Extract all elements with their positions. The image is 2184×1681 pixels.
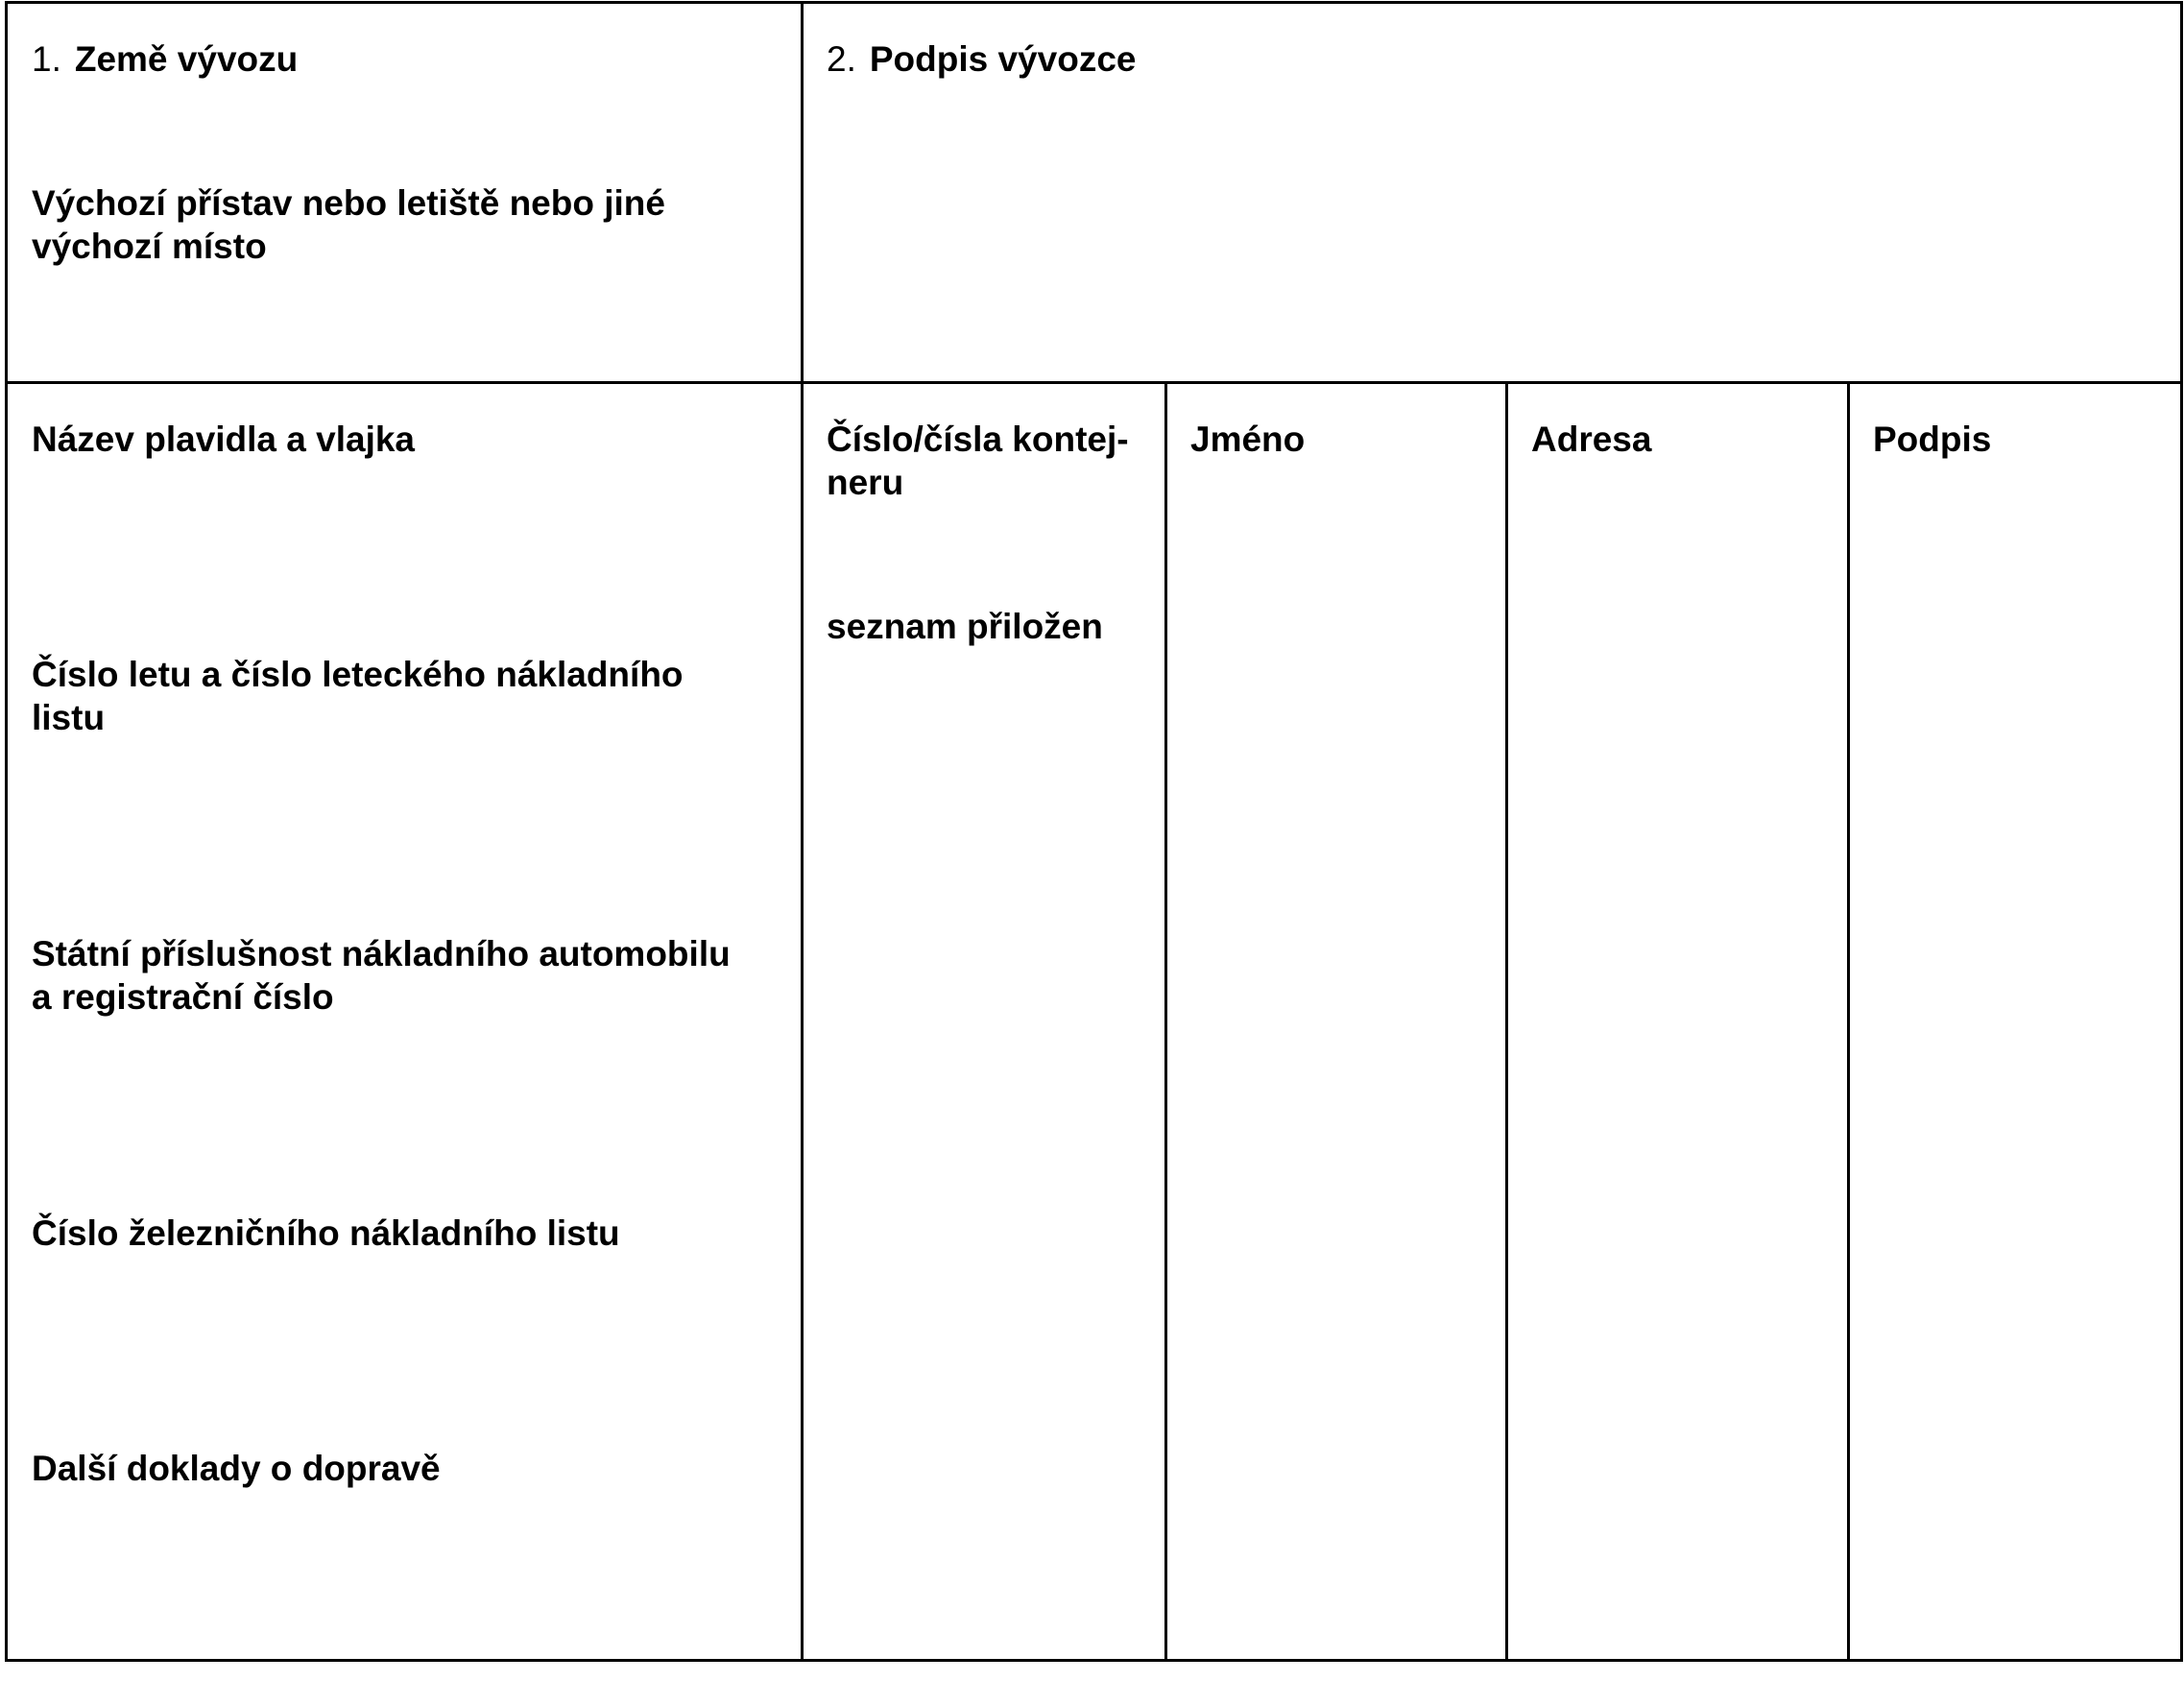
flight-label-line1: Číslo letu a číslo leteckého nákladního xyxy=(32,655,684,694)
signature-column-header: Podpis xyxy=(1873,420,1992,459)
other-documents-label: Další doklady o dopravě xyxy=(32,1449,441,1488)
truck-label-line2: a registrační číslo xyxy=(32,977,334,1017)
list-attached-note: seznam přiložen xyxy=(827,607,1103,646)
name-column-header: Jméno xyxy=(1190,420,1306,459)
transport-details-cell xyxy=(8,384,801,1659)
flight-label-line2: listu xyxy=(32,698,106,737)
box-exporter-signature xyxy=(804,4,2180,381)
departure-port-label-line1: Výchozí přístav nebo letiště nebo jiné xyxy=(32,183,665,223)
departure-port-label-line2: výchozí místo xyxy=(32,227,267,266)
vessel-label: Název plavidla a vlajka xyxy=(32,420,416,459)
name-cell xyxy=(1167,384,1505,1659)
container-cell xyxy=(804,384,1164,1659)
box1-title: Země vývozu xyxy=(74,39,299,79)
container-label-line1: Číslo/čísla kontej- xyxy=(827,420,1129,459)
address-cell xyxy=(1508,384,1847,1659)
box2-title: Podpis vývozce xyxy=(869,39,1137,79)
box1-number: 1. xyxy=(32,39,61,79)
box1-heading xyxy=(32,37,298,81)
export-declaration-form xyxy=(5,1,2183,1662)
rail-label: Číslo železničního nákladního listu xyxy=(32,1213,620,1253)
truck-label-line1: Státní příslušnost nákladního automobilu xyxy=(32,934,731,973)
container-label-line2: neru xyxy=(827,463,904,502)
box-country-of-export xyxy=(8,4,801,381)
box2-heading xyxy=(827,37,1136,81)
box2-number: 2. xyxy=(827,39,856,79)
address-column-header: Adresa xyxy=(1531,420,1652,459)
signature-cell xyxy=(1850,384,2180,1659)
